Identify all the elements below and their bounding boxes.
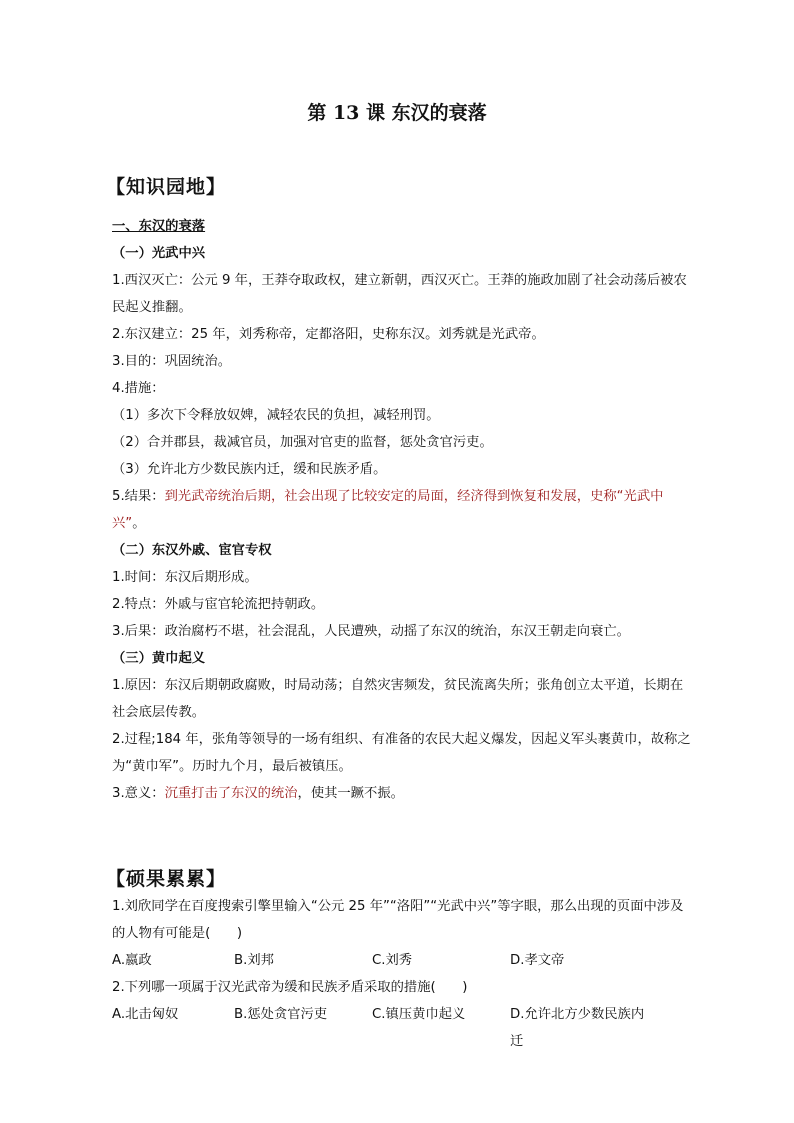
question-1: 1.刘欣同学在百度搜索引擎里输入“公元 25 年”“洛阳”“光武中兴”等字眼，那么出现的页面中涉及的人物有可能是( ) (112, 899, 684, 941)
measure-item: （1）多次下令释放奴婢，减轻农民的负担，减轻刑罚。 (112, 408, 440, 423)
paragraph: 2.过程;184 年，张角等领导的一场有组织、有准备的农民大起义爆发，因起义军头裹黄巾，故称之为“黄巾军”。历时九个月，最后被镇压。 (112, 732, 691, 774)
exercise-section (112, 893, 694, 1055)
paragraph: 3.后果：政治腐朽不堪，社会混乱，人民遭殃，动摇了东汉的统治，东汉王朝走向衰亡。 (112, 624, 630, 639)
paragraph: 1.西汉灭亡：公元 9 年，王莽夺取政权，建立新朝，西汉灭亡。王莽的施政加剧了社会动荡后被农民起义推翻。 (112, 273, 687, 315)
paragraph: 2.特点：外戚与宦官轮流把持朝政。 (112, 597, 325, 612)
label: 3.意义： (112, 786, 165, 801)
paragraph: 4.措施： (112, 381, 165, 396)
label: 5.结果： (112, 489, 165, 504)
option-b: B.刘邦 (234, 953, 274, 968)
option-d: D.允许北方少数民族内迁 (510, 1007, 645, 1049)
option-a: A.北击匈奴 (112, 1007, 179, 1022)
paragraph-significance (112, 780, 694, 807)
measure-item: （2）合并郡县，裁减官员，加强对官吏的监督，惩处贪官污吏。 (112, 435, 493, 450)
question-2: 2.下列哪一项属于汉光武帝为缓和民族矛盾采取的措施( ) (112, 980, 468, 995)
highlight-text: 沉重打击了东汉的统治 (164, 786, 298, 801)
subheading-yellow-turban: （三）黄巾起义 (112, 651, 206, 666)
measure-item: （3）允许北方少数民族内迁，缓和民族矛盾。 (112, 462, 387, 477)
section-heading-exercises: 【硕果累累】 (106, 868, 227, 890)
paragraph: 3.目的：巩固统治。 (112, 354, 232, 369)
highlight-text: 到光武帝统治后期，社会出现了比较安定的局面，经济得到恢复和发展，史称“光武中兴” (112, 489, 664, 531)
text: ，使其一蹶不振。 (297, 786, 404, 801)
paragraph: 1.时间：东汉后期形成。 (112, 570, 258, 585)
question-2-options (112, 1001, 694, 1055)
option-b: B.惩处贪官污吏 (234, 1007, 328, 1022)
part-title: 一、东汉的衰落 (112, 219, 206, 234)
option-d: D.孝文帝 (510, 953, 565, 968)
paragraph: 2.东汉建立：25 年，刘秀称帝，定都洛阳，史称东汉。刘秀就是光武帝。 (112, 327, 545, 342)
punct: 。 (132, 516, 146, 531)
knowledge-section (112, 213, 694, 807)
question-1-options (112, 947, 694, 974)
option-a: A.嬴政 (112, 953, 152, 968)
subheading-guangwu: （一）光武中兴 (112, 246, 206, 261)
paragraph: 1.原因：东汉后期朝政腐败，时局动荡；自然灾害频发，贫民流离失所；张角创立太平道，长期在社会底层传教。 (112, 678, 684, 720)
subheading-eunuchs: （二）东汉外戚、宦官专权 (112, 543, 272, 558)
option-c: C.镇压黄巾起义 (372, 1007, 466, 1022)
option-c: C.刘秀 (372, 953, 413, 968)
page-title: 第 13 课 东汉的衰落 (307, 102, 487, 124)
paragraph-result (112, 483, 694, 537)
section-heading-knowledge: 【知识园地】 (106, 176, 227, 198)
